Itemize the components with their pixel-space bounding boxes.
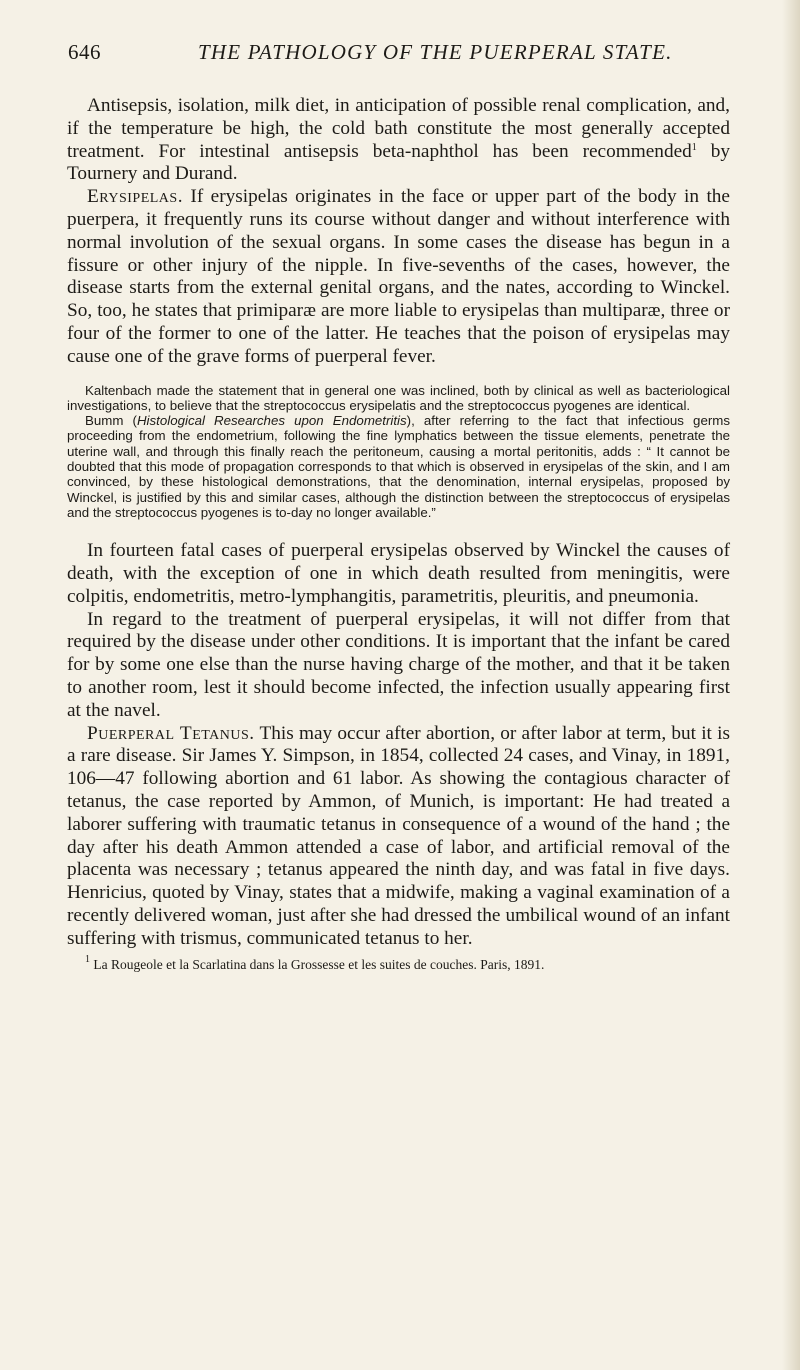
body-text [67,95,730,973]
paragraph-antisepsis [67,95,730,186]
quote-kaltenbach [67,383,730,414]
paragraph-text: This may occur after abortion, or after labor at term, but it is a rare disease. Sir James Y. Simpson, in 1854, collected 24 cases, and Vinay, in 1891, 106—47 following abortion and 61 labor. As showing the contagious character of tetanus, the case reported by Ammon, of Munich, is important: He had treated a laborer suffering with traumatic tetanus in consequence of a wound of the hand ; the day after his death Ammon attended a case of labor, and artificial removal of the placenta was necessary ; tetanus appeared the ninth day, and was fatal in five days. Henricius, quoted by Vinay, states that a midwife, making a vaginal examination of a recently delivered woman, just after she had dressed the umbilical wound of an infant suffering with trismus, communicated tetanus to her. [67,722,730,949]
quote-bumm [67,413,730,520]
footnote-number: 1 [85,953,90,965]
running-head: THE PATHOLOGY OF THE PUERPERAL STATE. [198,40,673,64]
footnote [67,953,730,973]
quote-text-post: ), after referring to the fact that infectious germs proceeding from the endometrium, following the fine lymphatics between the tissue elements, penetrate the uterine wall, and through this finally reach the peritoneum, causing a mortal peritonitis, adds : “ It cannot be doubted that this mode of propagation corresponds to that which is observed in erysipelas of the skin, and I am convinced, by these histological demonstrations, that the denomination, internal erysipelas, proposed by Winckel, is justified by this and similar cases, although the distinction between the streptococcus of erysipelas and the streptococcus pyogenes is to-day no longer available.” [67,413,730,520]
quote-text: Kaltenbach made the statement that in general one was inclined, both by clinical as well as bacteriological investigations, to believe that the streptococcus erysipelatis and the streptococcus pyogenes are identical. [67,382,730,413]
section-lead-tetanus: Puerperal Tetanus. [87,722,255,744]
paragraph-treatment [67,609,730,723]
page-number: 646 [68,40,101,64]
paragraph-tetanus [67,723,730,951]
paragraph-text: If erysipelas originates in the face or upper part of the body in the puerpera, it frequently runs its course without danger and without interference with normal involution of the sexual organs. In some cases the disease has begun in a fissure or other injury of the nipple. In five-sevenths of the cases, however, the disease starts from the external genital organs, and the nates, according to Winckel. So, too, he states that primiparæ are more liable to erysipelas than multiparæ, three or four of the former to one of the latter. He teaches that the poison of erysipelas may cause one of the grave forms of puerperal fever. [67,186,730,367]
quote-text-pre: Bumm ( [85,413,137,429]
paragraph-text-tail: by Tournery and Durand. [67,140,730,185]
paragraph-text: In fourteen fatal cases of puerperal erysipelas observed by Winckel the causes of death, with the exception of one in which death resulted from meningitis, were colpitis, endometritis, metro-lymphangitis, parametritis, pleuritis, and pneumonia. [67,540,730,607]
book-title: Histological Researches upon Endometritis [136,413,407,429]
paragraph-text: Antisepsis, isolation, milk diet, in anticipation of possible renal complication, and, if the temperature be high, the cold bath constitute the most generally accepted treatment. For intestinal antisepsis beta-naphthol has been recommended [67,95,730,162]
footnote-text: La Rougeole et la Scarlatina dans la Grossesse et les suites de couches. Paris, 1891. [90,956,545,972]
footnote-marker: 1 [691,141,697,153]
page-header [68,40,728,68]
section-lead-erysipelas: Erysipelas. [87,186,184,208]
paragraph-fatal-cases [67,540,730,608]
paragraph-text: In regard to the treatment of puerperal erysipelas, it will not differ from that required by the disease under other conditions. It is important that the infant be cared for by some one else than the nurse having charge of the mother, and that it be taken to another room, lest it should become infected, the infection usually appearing first at the navel. [67,608,730,721]
page-edge-shadow [782,0,800,1370]
paragraph-erysipelas [67,186,730,368]
